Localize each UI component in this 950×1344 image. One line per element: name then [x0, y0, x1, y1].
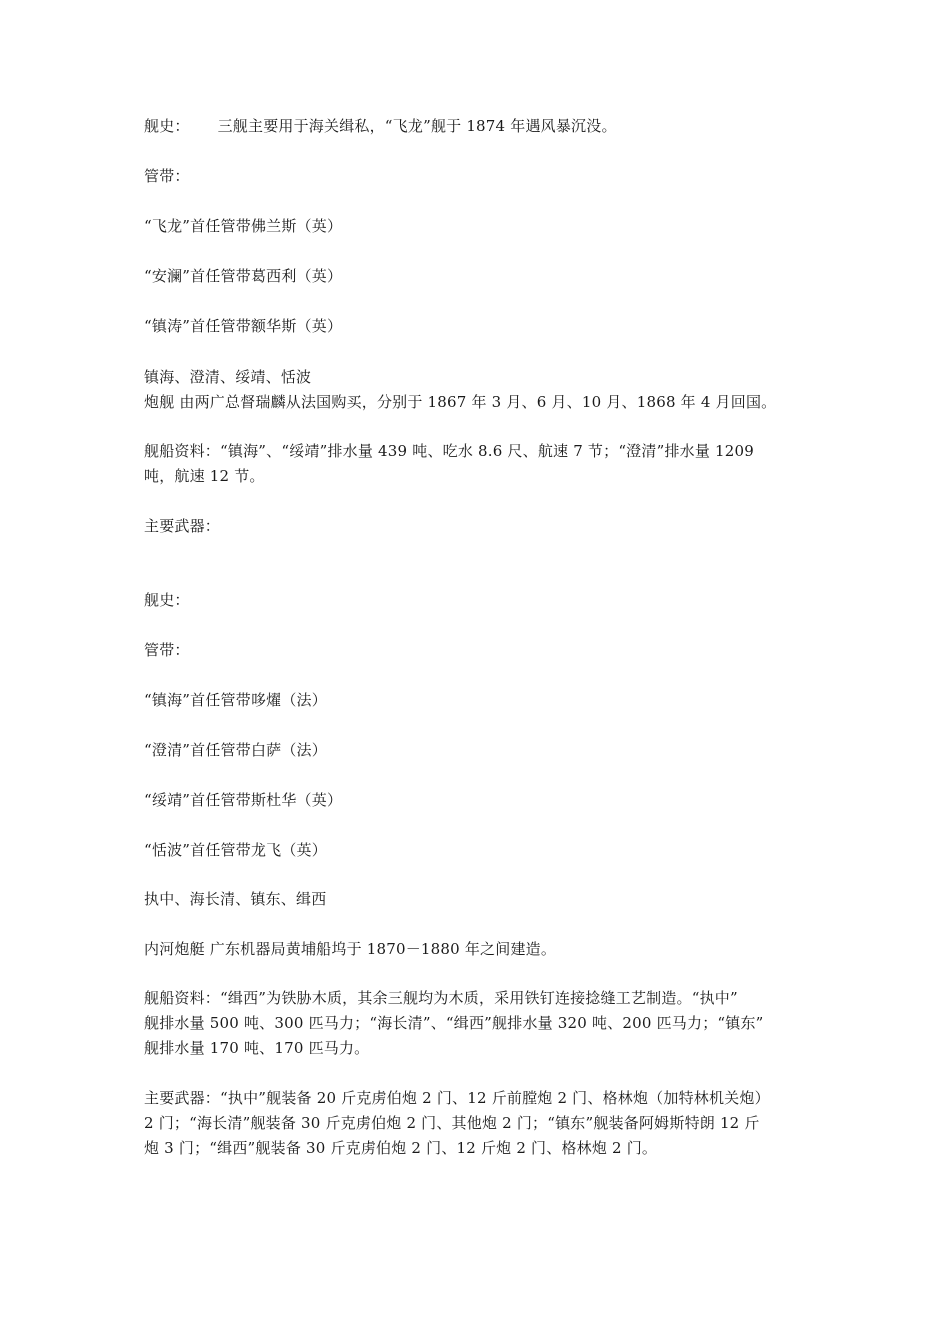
ship-specs-line: 吨，航速 12 节。	[144, 467, 265, 485]
ship-group-title: 镇海、澄清、绥靖、恬波	[144, 368, 312, 386]
captain-entry: “镇海”首任管带哆燿（法）	[144, 691, 327, 709]
captain-entry: “镇涛”首任管带额华斯（英）	[144, 317, 343, 335]
captain-entry: “安澜”首任管带葛西利（英）	[144, 267, 343, 285]
ship-group-intro: 炮舰 由两广总督瑞麟从法国购买，分别于 1867 年 3 月、6 月、10 月、1868 年 4 月回国。	[144, 393, 777, 411]
captain-entry: “飞龙”首任管带佛兰斯（英）	[144, 217, 343, 235]
ship-specs-line: 舰排水量 170 吨、170 匹马力。	[144, 1039, 370, 1057]
ship-specs-line: 舰船资料：“镇海”、“绥靖”排水量 439 吨、吃水 8.6 尺、航速 7 节；“澄清”排水量 1209	[144, 442, 754, 460]
history-text: 三舰主要用于海关缉私，“飞龙”舰于 1874 年遇风暴沉没。	[217, 117, 617, 135]
captain-entry: “恬波”首任管带龙飞（英）	[144, 841, 327, 859]
ship-specs-line: 舰船资料：“缉西”为铁胁木质，其余三舰均为木质，采用铁钉连接捻缝工艺制造。“执中”	[144, 989, 738, 1007]
captains-label: 管带：	[144, 641, 190, 659]
ship-group-title: 执中、海长清、镇东、缉西	[144, 890, 327, 908]
ship-group-intro: 内河炮艇 广东机器局黄埔船坞于 1870－1880 年之间建造。	[144, 940, 557, 958]
ship-specs-line: 舰排水量 500 吨、300 匹马力；“海长清”、“缉西”舰排水量 320 吨、200 匹马力；“镇东”	[144, 1014, 764, 1032]
weapons-line: 主要武器：“执中”舰装备 20 斤克虏伯炮 2 门、12 斤前膛炮 2 门、格林炮（加特林机关炮）	[144, 1089, 770, 1107]
weapons-line: 2 门；“海长清”舰装备 30 斤克虏伯炮 2 门、其他炮 2 门；“镇东”舰装备阿姆斯特朗 12 斤	[144, 1114, 760, 1132]
weapons-line: 炮 3 门；“缉西”舰装备 30 斤克虏伯炮 2 门、12 斤炮 2 门、格林炮 2 门。	[144, 1139, 658, 1157]
history-line	[144, 113, 814, 139]
captains-label: 管带：	[144, 167, 190, 185]
history-label: 舰史：	[144, 117, 190, 135]
history-label: 舰史：	[144, 591, 190, 609]
weapons-label: 主要武器：	[144, 517, 221, 535]
captain-entry: “澄清”首任管带白萨（法）	[144, 741, 327, 759]
captain-entry: “绥靖”首任管带斯杜华（英）	[144, 791, 343, 809]
